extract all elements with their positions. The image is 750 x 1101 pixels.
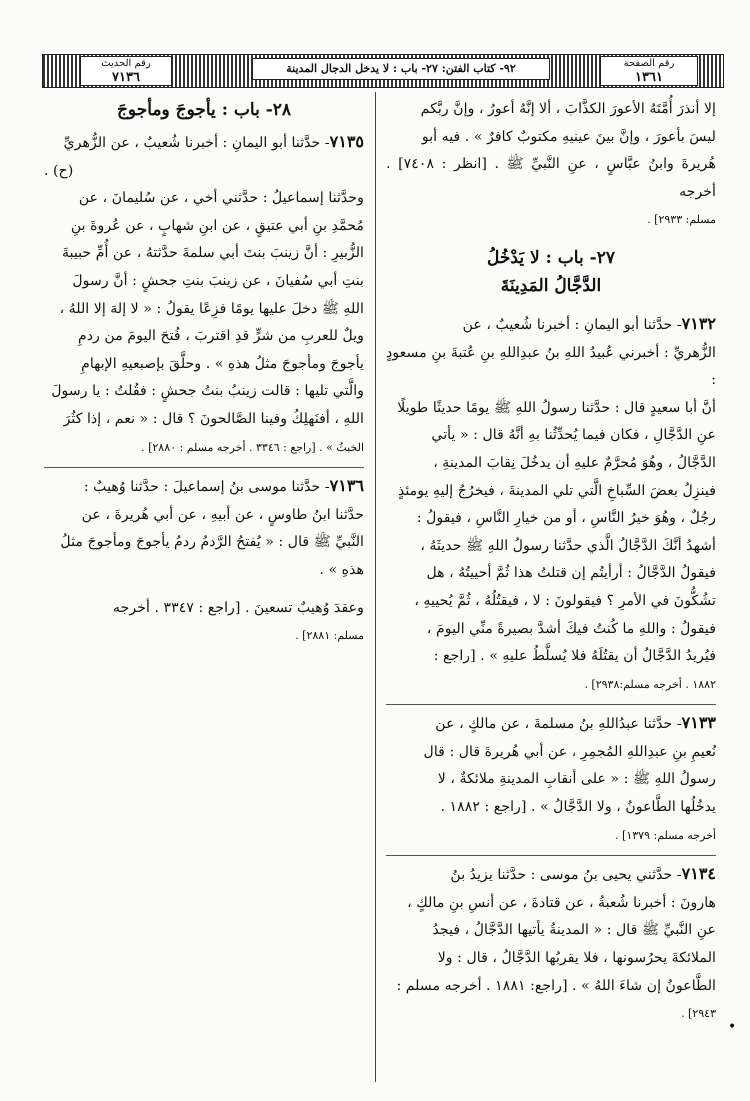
text-line: فيُريدُ الدَّجَّالُ أن يقتُلَهُ فلا يُسلَّطُ عليهِ » . [راجع : (433, 648, 716, 665)
text-line: ٢٩٤٣] . (681, 1007, 716, 1021)
text-line: أشهدُ أنَّكَ الدَّجَّالُ الَّذي حدَّثنا رسولُ اللهِ ﷺ حديثَهُ ، (420, 537, 716, 554)
text-line: فينزِلُ بعضَ السِّباخِ الَّتي تلي المدينةَ ، فيخرُجُ إليهِ يومئذٍ (397, 482, 716, 499)
text-line: - حدَّثنا أبو اليمانِ : أخبرنا شُعيبٌ ، عن الزُّهريِّ (63, 135, 330, 151)
text-line: إلا أنذرَ أُمَّتَهُ الأعورَ الكذَّابَ ، ألا إنَّهُ أعورُ ، وإنَّ ربَّكم (420, 101, 716, 117)
chapter-title-28: ٢٨- باب : يأجوجَ ومأجوجَ (116, 100, 292, 120)
text-line: عنِ الدَّجَّالِ ، فكان فيما يُحدِّثُنا بهِ أنَّهُ قال : « يأتي (431, 427, 716, 444)
text-line: ليسَ بأعورَ ، وإنَّ بينَ عينيهِ مكتوبٌ كافرٌ » . فيه أبو (421, 128, 716, 145)
text-line: بنتِ أبي سُفيانَ ، عن زينبَ بنتِ جحشٍ : أنَّ رسولَ (72, 272, 364, 289)
page-number: ١٣٦١ (635, 70, 663, 85)
text-line: هذهِ » . (319, 561, 364, 578)
page-number-label: رقم الصفحة (623, 58, 675, 69)
text-line: مسلم: ٢٩٣٣] . (647, 213, 716, 227)
hadith-number-box (80, 56, 172, 86)
text-line: تشُكُّونَ في الأمرِ ؟ فيقولونَ : لا ، فيقتُلُهُ ، ثُمَّ يُحييهِ ، (414, 592, 716, 609)
hadith-7132-line (386, 310, 716, 340)
text-line: وحدَّثنا إسماعيلُ : حدَّثني أخي ، عن سُليمانَ ، عن (78, 190, 364, 207)
text-line: ويلٌ للعربِ من شرٍّ قدِ اقتربَ ، فُتحَ اليومَ من ردمِ (77, 328, 364, 345)
text-line: نُعيمِ بنِ عبدِاللهِ المُجمِرِ ، عن أبي هُريرةَ قال : قال (423, 743, 716, 760)
hadith-7134-line (386, 860, 716, 890)
text-line: - حدَّثنا أبو اليمانِ : أخبرنا شُعيبٌ ، عن (462, 316, 682, 333)
margin-mark: • (728, 1019, 737, 1035)
text-line: - حدَّثنا عبدُاللهِ بنُ مسلمةَ ، عن مالكٍ ، عن (435, 716, 682, 733)
text-line: هُريرةَ وابنُ عبَّاسٍ ، عنِ النَّبيِّ ﷺ . [انظر : ٧٤٠٨] . أخرجه (386, 156, 716, 200)
hadith-7133-number: ٧١٣٣ (681, 713, 716, 733)
running-title: ٩٢- كتاب الفتن: ٢٧- باب : لا يدخل الدجال المدينة (286, 62, 516, 75)
hadith-7135-line (44, 128, 364, 158)
hadith-7134-number: ٧١٣٤ (681, 864, 716, 884)
hadith-separator (44, 467, 364, 468)
text-line: - حدَّثني يحيى بنُ موسى : حدَّثنا يزيدُ بنُ (450, 867, 682, 884)
text-line: رجُلٌ ، وهُوَ خيرُ النَّاسِ ، أو من خيارِ النَّاسِ ، فيقولُ : (416, 510, 716, 527)
text-line: حدَّثنا ابنُ طاوسٍ ، عن أبيهِ ، عن أبي هُريرةَ ، عن (81, 506, 364, 523)
text-line: رسولُ اللهِ ﷺ : « على أنقابِ المدينةِ ملائكةٌ ، لا (437, 771, 716, 788)
text-line: - حدَّثنا موسى بنُ إسماعيلَ : حدَّثنا وُهيبٌ : (83, 479, 330, 496)
hadith-separator (386, 855, 716, 856)
page-number-box (600, 56, 698, 86)
chapter-title-27: ٢٧- باب : لا يَدْخُلُ (487, 247, 615, 268)
hadith-7136-number: ٧١٣٦ (329, 476, 364, 496)
text-line: عنِ النَّبيِّ ﷺ قال : « المدينةُ يأتيها الدَّجَّالُ ، فيجدُ (432, 922, 716, 939)
text-line: والَّتي تليها : قالت زينبُ بنتُ جحشٍ : فقُلتُ : يا رسولَ (51, 383, 364, 400)
text-line: ١٨٨٢ . أخرجه مسلم:٢٩٣٨] . (584, 677, 716, 691)
column-divider (375, 92, 376, 1082)
text-line: الخبثُ » . [راجع : ٣٣٤٦ . أخرجه مسلم : ٢٨٨٠] . (141, 440, 364, 454)
text-line: الملائكةَ يحرُسونها ، فلا يقربُها الدَّجَّالُ ، قال : ولا (437, 950, 716, 967)
hadith-separator (386, 704, 716, 705)
text-line: فيقولُ الدَّجَّالُ : أرأيتُم إن قتلتُ هذا ثُمَّ أحييتُهُ ، هل (426, 565, 716, 582)
left-column (44, 96, 364, 650)
right-column (386, 96, 716, 1028)
hadith-7136-line (44, 472, 364, 502)
text-line: يأجوجَ ومأجوجَ مثلُ هذهِ » . وحلَّقَ بإصبعيهِ الإبهامِ (81, 355, 364, 372)
hadith-number-label: رقم الحديث (101, 58, 151, 69)
text-line: الدَّجَّالُ ، وهُوَ مُحرَّمٌ عليهِ أن يدخُلَ نِقابَ المدينةِ ، (433, 454, 716, 471)
text-line: وعقدَ وُهيبٌ تسعينَ . [راجع : ٣٣٤٧ . أخرجه (113, 599, 364, 616)
text-line: الزُّبيرِ : أنَّ زينبَ بنتَ أبي سلمةَ حدَّثتهُ ، عن أُمِّ حبيبةَ (61, 245, 364, 262)
text-line: الطَّاعونُ إن شاءَ اللهُ » . [راجع: ١٨٨١ . أخرجه مسلم : (396, 977, 716, 994)
text-line: (ح) . (44, 162, 74, 179)
text-line: أخرجه مسلم: ١٣٧٩] . (615, 828, 716, 842)
chapter-title-27-cont: الدَّجَّالُ المَدِينَةَ (500, 275, 602, 296)
text-line: يدخُلُها الطَّاعونُ ، ولا الدَّجَّالُ » . [راجع : ١٨٨٢ . (440, 799, 716, 816)
text-line: أنَّ أبا سعيدٍ قال : حدَّثنا رسولُ اللهِ ﷺ يومًا حديثًا طويلًا (397, 399, 716, 416)
text-line: فيقولُ : واللهِ ما كُنتُ فيكَ أشدَّ بصيرةً منِّي اليومَ ، (426, 620, 716, 637)
text-line: مُحمَّدِ بنِ أبي عتيقٍ ، عن ابنِ شهابٍ ، عن عُروةَ بنِ (70, 217, 364, 234)
text-line: اللهِ ، أفنَهلِكُ وفينا الصَّالحونَ ؟ قال : « نعم ، إذا كثُرَ (63, 410, 364, 427)
hadith-7133-line (386, 709, 716, 739)
hadith-7132-number: ٧١٣٢ (681, 313, 716, 333)
hadith-number: ٧١٣٦ (112, 70, 140, 85)
text-line: مسلم: ٢٨٨١] . (295, 629, 364, 643)
text-line: اللهِ ﷺ دخلَ عليها يومًا فزِعًا يقولُ : « لا إلهَ إلا اللهُ ، (59, 300, 364, 317)
hadith-7135-number: ٧١٣٥ (329, 132, 364, 151)
text-line: النَّبيِّ ﷺ قال : « يُفتحُ الرَّدمُ ردمُ يأجوجَ ومأجوجَ مثلُ (60, 534, 364, 551)
text-line: هارونَ : أخبرنا شُعبةُ ، عن قتادةَ ، عن أنسِ بنِ مالكٍ ، (407, 894, 716, 911)
running-title-box (252, 58, 550, 80)
text-line: الزُّهريِّ : أخبرني عُبيدُ اللهِ بنُ عبدِاللهِ بنِ عُتبةَ بنِ مسعودٍ : (386, 344, 716, 389)
